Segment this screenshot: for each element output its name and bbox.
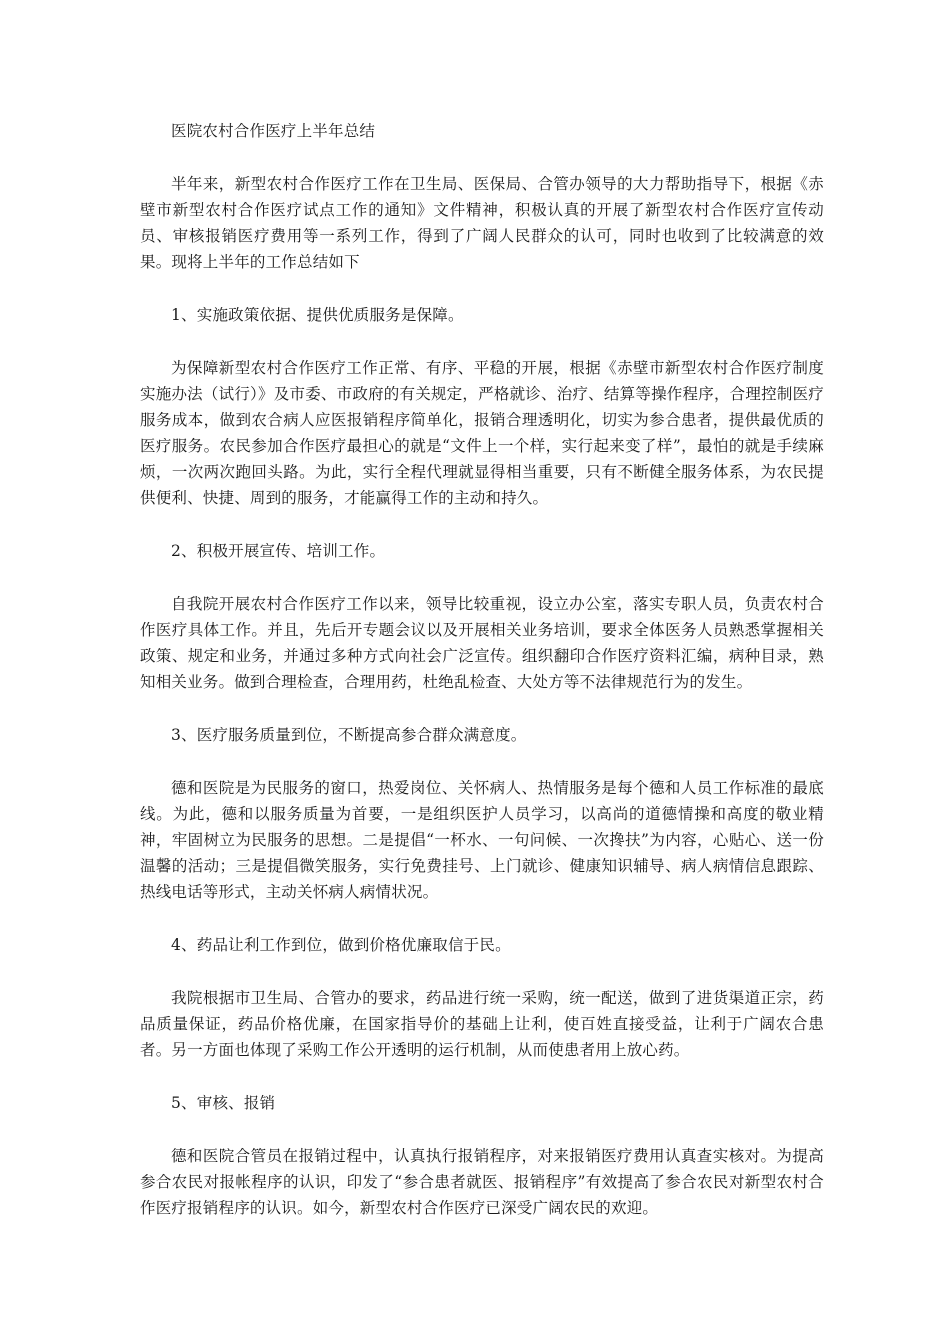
section-paragraph-1: 为保障新型农村合作医疗工作正常、有序、平稳的开展，根据《赤壁市新型农村合作医疗制度实施办法（试行）》及市委、市政府的有关规定，严格就诊、治疗、结算等操作程序，合理控制医疗服务成本，做到农合病人应医报销程序简单化，报销合理透明化，切实为参合患者，提供最优质的医疗服务。农民参加合作医疗最担心的就是“文件上一个样，实行起来变了样”，最怕的就是手续麻烦，一次两次跑回头路。为此，实行全程代理就显得相当重要，只有不断健全服务体系，为农民提供便利、快捷、周到的服务，才能赢得工作的主动和持久。: [140, 359, 824, 507]
section-heading-2: 2、积极开展宣传、培训工作。: [171, 542, 386, 560]
section-heading-3: 3、医疗服务质量到位，不断提高参合群众满意度。: [171, 726, 527, 744]
document-body: [140, 118, 824, 1248]
section-heading-1: 1、实施政策依据、提供优质服务是保障。: [171, 306, 464, 324]
section-heading-5: 5、审核、报销: [171, 1094, 276, 1112]
section-paragraph-2: 自我院开展农村合作医疗工作以来，领导比较重视，设立办公室，落实专职人员，负责农村合作医疗具体工作。并且，先后开专题会议以及开展相关业务培训，要求全体医务人员熟悉掌握相关政策、规定和业务，并通过多种方式向社会广泛宣传。组织翻印合作医疗资料汇编，病种目录，熟知相关业务。做到合理检查，合理用药，杜绝乱检查、大处方等不法律规范行为的发生。: [140, 595, 824, 691]
intro-paragraph: 半年来，新型农村合作医疗工作在卫生局、医保局、合管办领导的大力帮助指导下，根据《赤壁市新型农村合作医疗试点工作的通知》文件精神，积极认真的开展了新型农村合作医疗宣传动员、审核报销医疗费用等一系列工作，得到了广阔人民群众的认可，同时也收到了比较满意的效果。现将上半年的工作总结如下: [140, 175, 824, 271]
section-paragraph-5: 德和医院合管员在报销过程中，认真执行报销程序，对来报销医疗费用认真查实核对。为提高参合农民对报帐程序的认识，印发了“参合患者就医、报销程序”有效提高了参合农民对新型农村合作医疗报销程序的认识。如今，新型农村合作医疗已深受广阔农民的欢迎。: [140, 1147, 824, 1217]
section-paragraph-4: 我院根据市卫生局、合管办的要求，药品进行统一采购，统一配送，做到了进货渠道正宗，药品质量保证，药品价格优廉，在国家指导价的基础上让利，使百姓直接受益，让利于广阔农合患者。另一方面也体现了采购工作公开透明的运行机制，从而使患者用上放心药。: [140, 989, 824, 1059]
section-heading-4: 4、药品让利工作到位，做到价格优廉取信于民。: [171, 936, 511, 954]
document-title: 医院农村合作医疗上半年总结: [171, 122, 376, 140]
section-paragraph-3: 德和医院是为民服务的窗口，热爱岗位、关怀病人、热情服务是每个德和人员工作标准的最底线。为此，德和以服务质量为首要，一是组织医护人员学习，以高尚的道德情操和高度的敬业精神，牢固树立为民服务的思想。二是提倡“一杯水、一句问候、一次搀扶”为内容，心贴心、送一份温馨的活动；三是提倡微笑服务，实行免费挂号、上门就诊、健康知识辅导、病人病情信息跟踪、热线电话等形式，主动关怀病人病情状况。: [140, 779, 824, 901]
